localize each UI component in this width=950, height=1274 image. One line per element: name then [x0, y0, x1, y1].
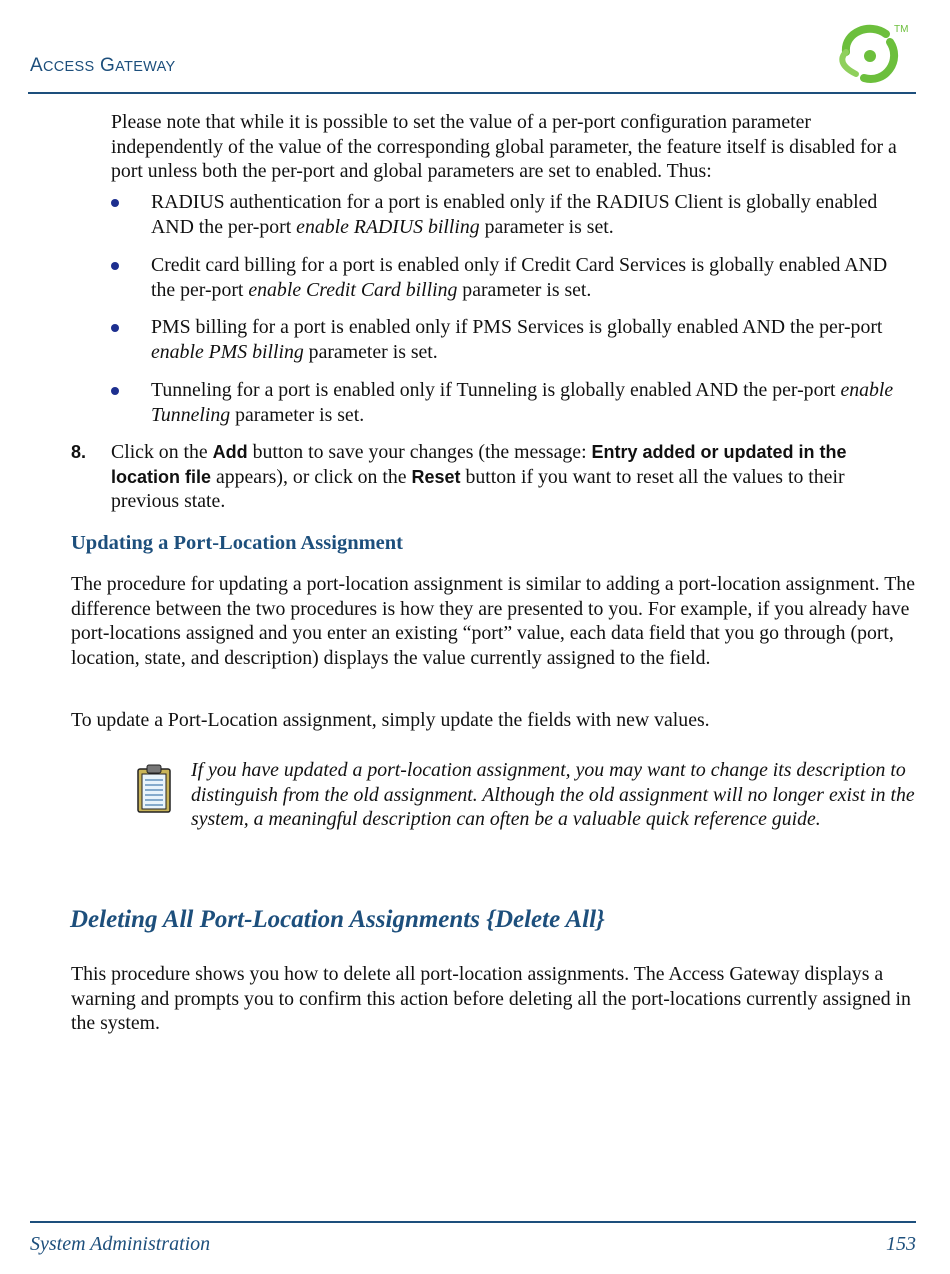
- bullet-item-pms: PMS billing for a port is enabled only if PMS Services is globally enabled AND the per-port enable PMS billing parameter is set.: [111, 315, 916, 364]
- updating-paragraph: The procedure for updating a port-location assignment is similar to adding a port-location assignment. The difference between the two procedures is how they are presented to you. For example, if you already have port-locations assigned and you enter an existing “port” value, each data field that you go through (port, location, state, and description) displays the value currently assigned to the field.: [71, 573, 915, 669]
- section-heading-updating: Updating a Port-Location Assignment: [71, 532, 404, 554]
- trademark-mark: TM: [894, 24, 909, 35]
- bullet-item-radius: RADIUS authentication for a port is enabled only if the RADIUS Client is globally enabled AND the per-port enable RADIUS billing parameter is set.: [111, 190, 916, 239]
- page-number: 153: [886, 1233, 916, 1255]
- step-number: 8.: [71, 442, 87, 462]
- clipboard-icon: [136, 764, 172, 814]
- updating-instruction: To update a Port-Location assignment, simply update the fields with new values.: [71, 709, 710, 731]
- bullet-item-tunneling: Tunneling for a port is enabled only if Tunneling is globally enabled AND the per-port enable Tunneling parameter is set.: [111, 378, 916, 427]
- section-heading-deleting: Deleting All Port-Location Assignments {Delete All}: [70, 906, 605, 933]
- header-initial-a: A: [30, 55, 43, 76]
- reset-button-label: Reset: [411, 466, 461, 487]
- bullet-icon: [111, 324, 119, 332]
- footer-divider: [30, 1221, 916, 1223]
- bullet-icon: [111, 387, 119, 395]
- header-initial-g: G: [100, 55, 116, 76]
- bullet-item-credit-card: Credit card billing for a port is enabled only if Credit Card Services is globally enabled AND the per-port enable Credit Card billing parameter is set.: [111, 253, 916, 302]
- bullet-icon: [111, 199, 119, 207]
- add-button-label: Add: [212, 442, 248, 462]
- deleting-paragraph: This procedure shows you how to delete all port-location assignments. The Access Gateway displays a warning and prompts you to confirm this action before deleting all the port-locations currently assigned in the system.: [71, 963, 911, 1034]
- company-logo-icon: [826, 18, 916, 88]
- intro-paragraph: Please note that while it is possible to set the value of a per-port configuration parameter independently of the value of the corresponding global parameter, the feature itself is disabled for a port unless both the per-port and global parameters are set to enabled. Thus:: [111, 111, 897, 182]
- header-divider: [28, 92, 916, 94]
- note-text: If you have updated a port-location assignment, you may want to change its description to distinguish from the old assignment. Although the old assignment will no longer exist in the system, a meaningful description can often be a valuable quick reference guide.: [191, 759, 915, 830]
- running-header: [30, 55, 175, 77]
- header-rest-g: ATEWAY: [115, 59, 176, 75]
- step-8-text: Click on the Add button to save your changes (the message: Entry added or updated in the location file appears), or click on the Reset button if you want to reset all the values to their previous state.: [111, 441, 847, 512]
- bullet-icon: [111, 262, 119, 270]
- footer-section-title: System Administration: [30, 1233, 211, 1255]
- header-rest-a: CCESS: [42, 59, 95, 75]
- confirmation-message: Entry added or updated in the location file: [111, 442, 847, 487]
